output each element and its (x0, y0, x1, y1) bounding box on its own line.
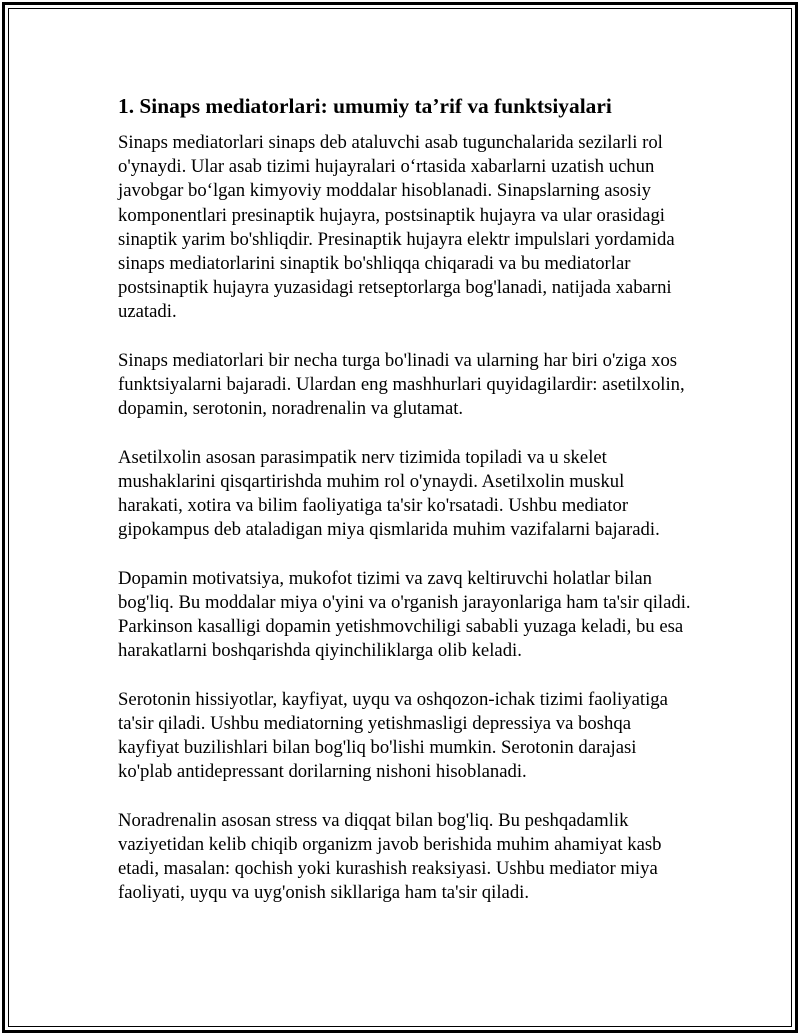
text-line: sinaptik yarim bo'shliqdir. Presinaptik hujayra elektr impulslari yordamida (118, 228, 675, 250)
text-line: etadi, masalan: qochish yoki kurashish reaksiyasi. Ushbu mediator miya (118, 858, 658, 880)
text-line: ko'plab antidepressant dorilarning nishoni hisoblanadi. (118, 761, 527, 783)
text-line: o'ynaydi. Ular asab tizimi hujayralari o‘rtasida xabarlarni uzatish uchun (118, 156, 655, 178)
text-line: harakati, xotira va bilim faoliyatiga ta'sir ko'rsatadi. Ushbu mediator (118, 495, 629, 517)
section-heading: 1. Sinaps mediatorlari: umumiy ta’rif va funktsiyalari (118, 94, 612, 118)
text-line: Parkinson kasalligi dopamin yetishmovchiligi sababli yuzaga keladi, bu esa (118, 616, 684, 638)
text-line: faoliyati, uyqu va uyg'onish sikllariga ham ta'sir qiladi. (118, 882, 530, 904)
text-line: komponentlari presinaptik hujayra, postsinaptik hujayra va ular orasidagi (118, 204, 665, 226)
paragraph-definition (118, 131, 738, 325)
text-line: sinaps mediatorlarini sinaptik bo'shliqqa chiqaradi va bu mediatorlar (118, 253, 631, 275)
paragraph-acetylcholine (118, 446, 738, 543)
text-line: Sinaps mediatorlari bir necha turga bo'linadi va ularning har biri o'ziga xos (118, 349, 678, 371)
text-line: mushaklarini qisqartirishda muhim rol o'ynaydi. Asetilxolin muskul (118, 470, 625, 492)
text-line: Sinaps mediatorlari sinaps deb ataluvchi asab tugunchalarida sezilarli rol (118, 132, 663, 153)
text-line: postsinaptik hujayra yuzasidagi retseptorlarga bog'lanadi, natijada xabarni (118, 277, 672, 299)
text-line: javobgar bo‘lgan kimyoviy moddalar hisoblanadi. Sinapslarning asosiy (118, 180, 652, 202)
text-line: Dopamin motivatsiya, mukofot tizimi va zavq keltiruvchi holatlar bilan (118, 567, 653, 589)
paragraph-dopamine (118, 567, 738, 664)
text-line: dopamin, serotonin, noradrenalin va glutamat. (118, 398, 464, 420)
text-line: Serotonin hissiyotlar, kayfiyat, uyqu va oshqozon-ichak tizimi faoliyatiga (118, 688, 668, 710)
paragraph-types (118, 349, 738, 422)
text-line: bog'liq. Bu moddalar miya o'yini va o'rganish jarayonlariga ham ta'sir qiladi. (118, 591, 691, 613)
text-line: ta'sir qiladi. Ushbu mediatorning yetishmasligi depressiya va boshqa (118, 712, 632, 734)
text-line: harakatlarni boshqarishda qiyinchiliklarga olib keladi. (118, 640, 522, 662)
text-line: uzatadi. (118, 301, 177, 323)
text-line: gipokampus deb ataladigan miya qismlarida muhim vazifalarni bajaradi. (118, 519, 660, 541)
paragraph-noradrenaline (118, 809, 738, 906)
text-line: Noradrenalin asosan stress va diqqat bilan bog'liq. Bu peshqadamlik (118, 809, 629, 831)
document-body (118, 93, 738, 930)
text-line: Asetilxolin asosan parasimpatik nerv tizimida topiladi va u skelet (118, 446, 607, 468)
text-line: funktsiyalarni bajaradi. Ulardan eng mashhurlari quyidagilardir: asetilxolin, (118, 374, 685, 396)
paragraph-serotonin (118, 688, 738, 785)
text-line: kayfiyat buzilishlari bilan bog'liq bo'lishi mumkin. Serotonin darajasi (118, 737, 637, 759)
text-line: vaziyetidan kelib chiqib organizm javob berishida muhim ahamiyat kasb (118, 833, 662, 855)
